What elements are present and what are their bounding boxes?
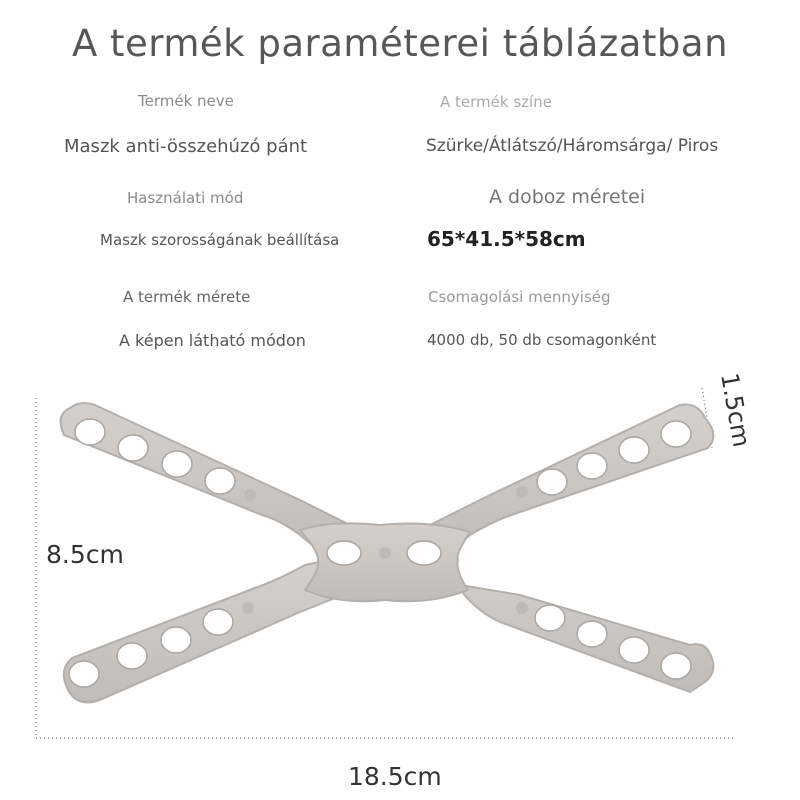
product-color-value: Szürke/Átlátszó/Háromsárga/ Piros (426, 136, 719, 156)
page-title: A termék paraméterei táblázatban (71, 22, 729, 65)
usage-label: Használati mód (127, 189, 244, 207)
product-name-label: Termék neve (138, 92, 234, 110)
packing-label: Csomagolási mennyiség (428, 288, 611, 306)
box-size-label: A doboz méretei (489, 186, 646, 208)
product-size-value: A képen látható módon (119, 331, 306, 350)
product-color-label: A termék színe (440, 93, 552, 111)
height-dimension: 8.5cm (46, 540, 124, 569)
length-dimension: 18.5cm (348, 762, 442, 791)
product-name-value: Maszk anti-összehúzó pánt (64, 136, 308, 157)
width-dimension: 1.5cm (715, 370, 756, 450)
box-size-value: 65*41.5*58cm (427, 227, 586, 251)
usage-value: Maszk szorosságának beállítása (100, 231, 340, 249)
product-size-label: A termék mérete (123, 288, 251, 306)
packing-value: 4000 db, 50 db csomagonként (427, 331, 657, 349)
